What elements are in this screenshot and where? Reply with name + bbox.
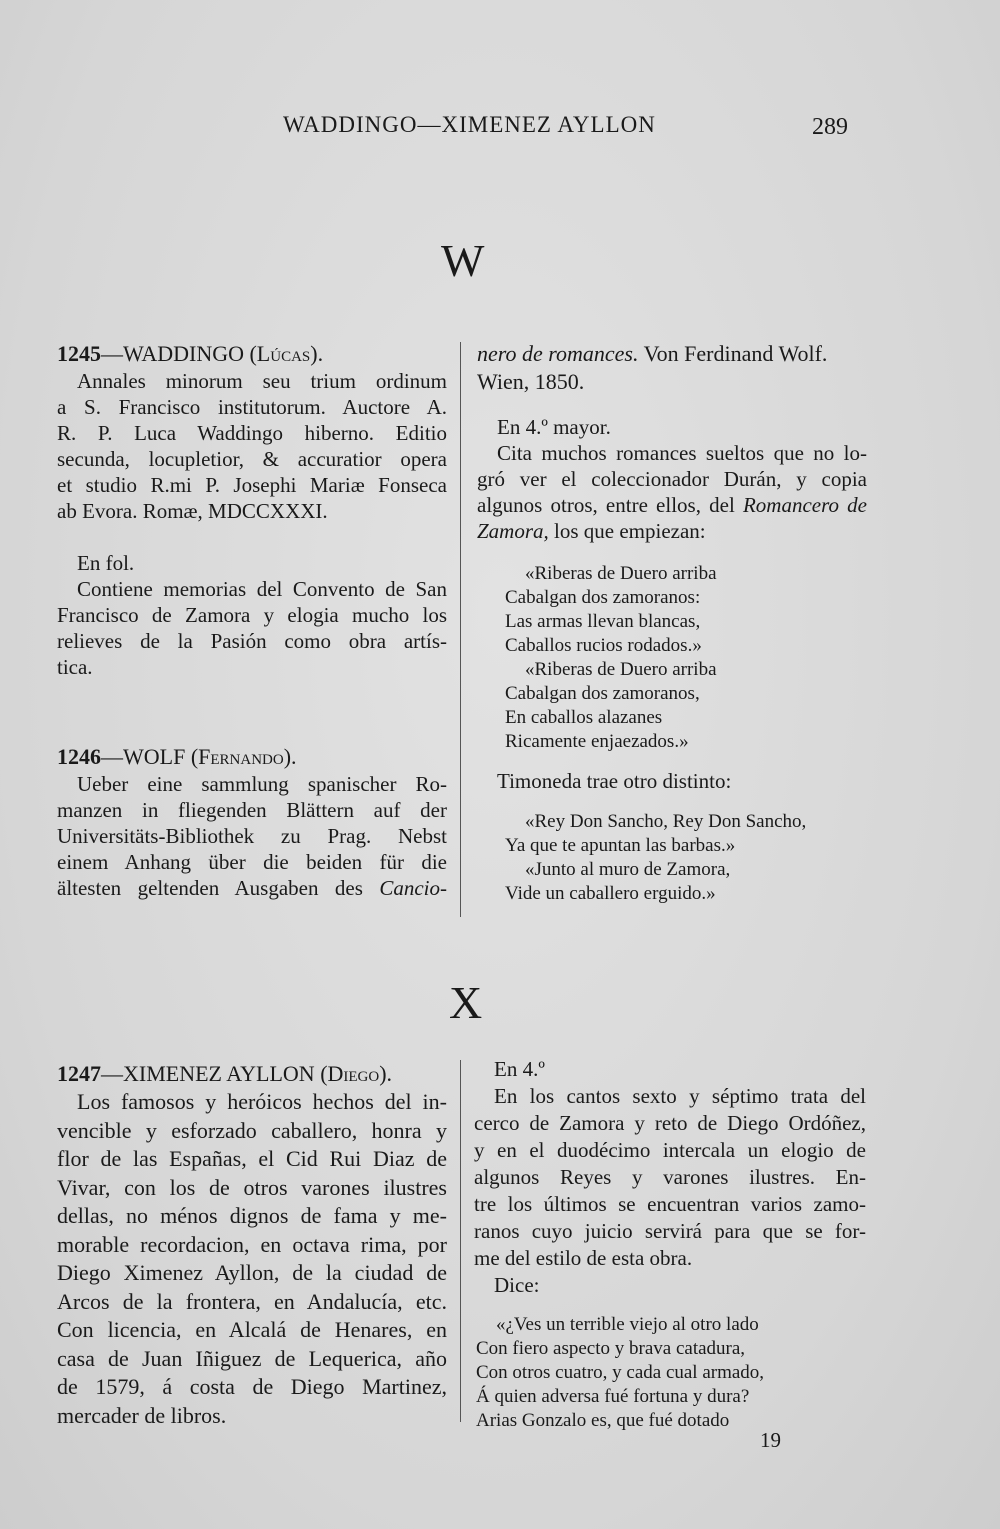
entry-1245 (57, 340, 447, 680)
entry-note-line: gró ver el coleccionador Durán, y copia (477, 467, 867, 491)
verse-line: «Riberas de Duero arriba (525, 659, 717, 680)
entry-1247 (57, 1060, 447, 1430)
entry-line-italic: nero de romances. (477, 341, 639, 366)
entry-line: manzen in fliegenden Blättern auf der (57, 798, 447, 822)
entry-line: casa de Juan Iñiguez de Lequerica, año (57, 1345, 447, 1371)
verse-line: Caballos rucios rodados.» (505, 635, 702, 656)
verse-line: «Junto al muro de Zamora, (525, 859, 731, 880)
entry-note-line: ranos cuyo juicio servirá para que se for- (474, 1219, 866, 1243)
verse-line: Cabalgan dos zamoranos: (505, 587, 701, 608)
entry-line: Arcos de la frontera, en Andalucía, etc. (57, 1288, 447, 1314)
entry-author: WOLF (123, 744, 186, 769)
verse-line: Vide un caballero erguido.» (505, 883, 716, 904)
entry-heading (57, 743, 447, 771)
verse-line: Con otros cuatro, y cada cual armado, (476, 1362, 765, 1383)
entry-line: Universitäts-Bibliothek zu Prag. Nebst (57, 824, 447, 848)
entry-note-line: algunos Reyes y varones ilustres. En- (474, 1165, 866, 1189)
entry-format: En fol. (77, 551, 135, 575)
entry-line: flor de las Españas, el Cid Rui Diaz de (57, 1146, 447, 1171)
entry-line: einem Anhang über die beiden für die (57, 850, 447, 874)
entry-dash: — (101, 341, 123, 366)
entry-note-line: Cita muchos romances sueltos que no lo- (497, 441, 867, 465)
entry-line-italic: Zamora, (477, 519, 549, 543)
entry-heading (57, 1060, 447, 1088)
column-rule (460, 342, 461, 917)
verse-block (474, 1313, 866, 1433)
entry-note-line: y en el duodécimo intercala un elogio de (474, 1138, 866, 1162)
entry-dash: — (101, 1061, 123, 1086)
entry-note-line: cerco de Zamora y reto de Diego Ordóñez, (474, 1111, 866, 1135)
entry-note-line: tre los últimos se encuentran varios zamo- (474, 1192, 866, 1216)
verse-block (477, 810, 867, 906)
entry-note-line: En los cantos sexto y séptimo trata del (494, 1084, 866, 1108)
entry-1247-continued (474, 1056, 866, 1433)
entry-line: Ueber eine sammlung spanischer Ro- (77, 772, 447, 796)
entry-line: Wien, 1850. (477, 369, 585, 394)
entry-line: dellas, no ménos dignos de fama y me- (57, 1203, 447, 1228)
column-rule (460, 1060, 461, 1422)
entry-note-line: Dice: (494, 1273, 540, 1297)
entry-number: 1245 (57, 341, 101, 366)
entry-given-name: (Fernando). (190, 744, 297, 769)
verse-line: Ricamente enjaezados.» (505, 731, 689, 752)
verse-block (477, 562, 867, 754)
page-number: 289 (812, 114, 848, 140)
entry-line: et studio R.mi P. Josephi Mariæ Fonseca (57, 473, 447, 497)
verse-line: Con fiero aspecto y brava catadura, (476, 1338, 746, 1359)
entry-line: vencible y esforzado caballero, honra y (57, 1117, 447, 1143)
entry-line: Con licencia, en Alcalá de Henares, en (57, 1317, 447, 1342)
entry-given-name: (Diego). (320, 1061, 393, 1086)
entry-line: a S. Francisco institutorum. Auctore A. (57, 395, 447, 419)
verse-line: «Rey Don Sancho, Rey Don Sancho, (525, 811, 807, 832)
entry-line: Vivar, con los de otros varones ilustres (57, 1174, 447, 1200)
entry-line: Los famosos y heróicos hechos del in- (77, 1089, 447, 1114)
entry-line (477, 340, 867, 368)
entry-line-text: los que empiezan: (548, 519, 706, 543)
verse-line: Ya que te apuntan las barbas.» (505, 835, 736, 856)
entry-line: secunda, locupletior, & accuratior opera (57, 447, 447, 471)
entry-note-line: Contiene memorias del Convento de San (77, 577, 447, 601)
verse-line: Á quien adversa fué fortuna y dura? (476, 1386, 750, 1407)
entry-author: XIMENEZ AYLLON (123, 1061, 315, 1086)
entry-line (57, 875, 447, 901)
section-letter-w: W (441, 235, 485, 286)
entry-number: 1247 (57, 1061, 101, 1086)
entry-note-line: relieves de la Pasión como obra artís- (57, 629, 447, 653)
printer-signature: 19 (760, 1428, 781, 1452)
entry-note-line: Timoneda trae otro distinto: (497, 769, 732, 793)
entry-line-italic: Cancio- (379, 876, 447, 900)
entry-line-text: algunos otros, entre ellos, del (477, 493, 743, 517)
entry-line-text: ältesten geltenden Ausgaben des (57, 876, 380, 900)
entry-line: ab Evora. Romæ, MDCCXXXI. (57, 499, 328, 523)
verse-line: En caballos alazanes (505, 707, 663, 728)
entry-format: En 4.º (494, 1057, 545, 1081)
entry-line-text: Von Ferdinand Wolf. (638, 341, 828, 366)
entry-note-line: tica. (57, 655, 93, 679)
entry-author: WADDINGO (123, 341, 244, 366)
entry-format: En 4.º mayor. (497, 415, 611, 439)
verse-line: Las armas llevan blancas, (505, 611, 701, 632)
entry-line: R. P. Luca Waddingo hiberno. Editio (57, 421, 447, 445)
entry-note-line: me del estilo de esta obra. (474, 1246, 693, 1270)
entry-note-line (477, 492, 867, 518)
entry-line: Annales minorum seu trium ordinum (77, 369, 447, 393)
entry-note-line: Francisco de Zamora y elogia mucho los (57, 603, 447, 627)
running-head (0, 112, 1000, 142)
entry-line: de 1579, á costa de Diego Martinez, (57, 1374, 447, 1399)
entry-line-italic: Romancero de (742, 493, 867, 517)
verse-line: «Riberas de Duero arriba (525, 563, 717, 584)
entry-line: mercader de libros. (57, 1402, 227, 1428)
verse-line: Arias Gonzalo es, que fué dotado (476, 1410, 730, 1431)
entry-dash: — (101, 744, 123, 769)
entry-1246 (57, 743, 447, 901)
entry-line: Diego Ximenez Ayllon, de la ciudad de (57, 1260, 447, 1285)
entry-number: 1246 (57, 744, 101, 769)
running-title: WADDINGO—XIMENEZ AYLLON (283, 112, 656, 137)
verse-line: «¿Ves un terrible viejo al otro lado (496, 1314, 759, 1335)
entry-heading (57, 340, 447, 368)
entry-given-name: (Lúcas). (249, 341, 324, 366)
verse-line: Cabalgan dos zamoranos, (505, 683, 700, 704)
entry-line: morable recordacion, en octava rima, por (57, 1231, 447, 1257)
entry-note-line (477, 518, 867, 544)
entry-1246-continued (477, 340, 867, 906)
section-letter-x: X (449, 977, 483, 1028)
